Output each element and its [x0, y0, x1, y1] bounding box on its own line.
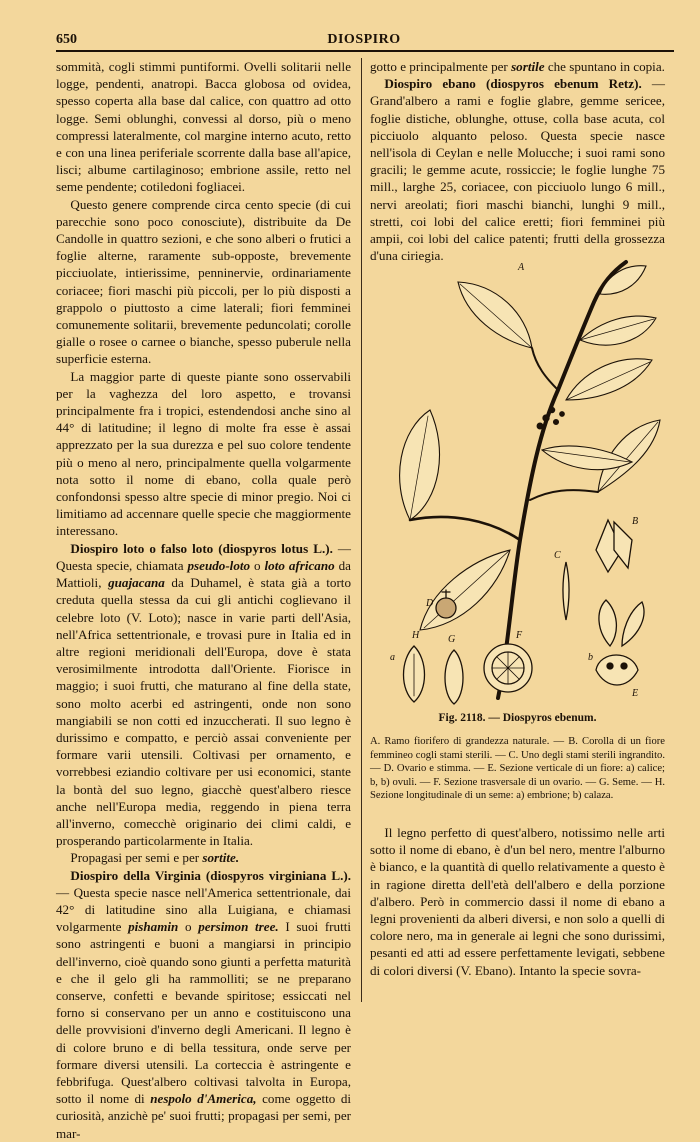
paragraph — [370, 58, 665, 75]
column-divider — [361, 58, 362, 1002]
detail-seed — [445, 650, 463, 704]
detail-ovary-section — [484, 644, 532, 692]
entry-heading: Diospiro ebano (diospyros ebenum Retz). — [384, 76, 642, 92]
right-column-top — [370, 58, 665, 264]
figure-label: B — [632, 516, 639, 527]
italic-term: guajacana — [108, 575, 165, 591]
right-column-bottom — [370, 824, 665, 979]
detail-flower-section — [596, 600, 644, 685]
text-run: da Mattioli, — [56, 557, 351, 591]
text-run: Propagasi per semi e per — [70, 850, 203, 866]
figure-label: a — [390, 652, 395, 663]
text-run: o — [250, 557, 265, 573]
figure-label: b — [588, 652, 593, 663]
paragraph: Il legno perfetto di quest'albero, notissimo nelle arti sotto il nome di ebano, è d'un bel nero, mentre l'alburno è bianco, e la quantità di quello relativamente a questo è in ragione diretta dell'età dell'albero e della porzione d'albero. Però in commercio dassi il nome di ebano a legni provenienti da alberi diversi, e non solo a quelli di colore nero, ma in generale ai legni che sono durissimi, pesanti ed atti ad essere perfettamente levigati, sebbene di colori diversi (V. Ebano). Intanto la specie sovra- — [370, 825, 665, 978]
leaf — [566, 359, 652, 400]
text-run: come oggetto di curiosità, anzichè pe' suoi frutti; propagasi per semi, per mar- — [56, 1091, 351, 1141]
header-rule — [56, 50, 674, 52]
text-run: che spuntano in copia. — [544, 59, 665, 74]
botanical-illustration — [370, 250, 665, 710]
italic-term: persimon tree. — [198, 919, 279, 935]
paragraph: sommità, cogli stimmi puntiformi. Ovelli solitarii nelle logge, pendenti, anatropi. Bacca globosa od ovidea, spesso coperta alla base dal calice, con quattro ad otto logge. Semi oblunghi, convessi al dorso, più o meno compressi lateralmente, col margine interno acuto, retto e con una linea periferiale scorrente dalla base all'apice, lisci; albume cartilaginoso; embrione assile, retto nel seme pendente; cotiledoni fogliacei. — [56, 59, 351, 195]
text-run: — Questa specie nasce nell'America settentrionale, dai 42° di latitudine sino alla Luigiana, e chiamasi volgarmente — [56, 884, 351, 935]
paragraph: Questo genere comprende circa cento specie (di cui parecchie sono poco conosciute), distribuite da De Candolle in quattro sezioni, e che sono alberi o frutici a foglie alterne, raramente sub-opposte, brevemente picciuolate, intierissime, penninervie, ordinariamente coriacee; fiori maschi più piccoli, per lo più disposti a grappolo o piuttosto a cime laterali; fiori femminei comunemente solitarii, brevemente peduncolati; corolle gialle o rosee o carnee o bianche, spesso puberule nella superficie esterna. — [56, 196, 351, 367]
figure-caption: Fig. 2118. — Diospyros ebenum. — [438, 712, 597, 724]
entry-diospiro-virginia — [56, 867, 351, 1142]
side-branch — [410, 517, 520, 540]
flower-buds — [537, 407, 564, 428]
left-column — [56, 58, 351, 1142]
leaf — [420, 550, 510, 630]
page-number: 650 — [56, 32, 77, 47]
entry-heading: Diospiro loto o falso loto (diospyros lotus L.). — [70, 540, 333, 556]
italic-term: nespolo d'America, — [150, 1091, 257, 1107]
detail-corolla — [596, 520, 632, 572]
side-branch — [532, 348, 558, 390]
figure-label: C — [554, 550, 561, 561]
figure-label: E — [632, 688, 639, 699]
leaf — [580, 316, 656, 345]
italic-term: loto africano — [264, 557, 335, 573]
page-title: DIOSPIRO — [327, 32, 401, 47]
figure-label: D — [426, 598, 434, 609]
detail-stamen — [563, 562, 569, 620]
italic-term: sortite. — [202, 850, 240, 866]
text-run: da Duhamel, è stata già a torto creduta quella stessa da cui gli antichi coglievano il celebre loto (V. Loto); nasce in varie parti dell'Asia, nell'Africa settentrionale, e trovasi pure in Italia ed in altre regioni meridionali dell'Europa, dove è stata verosimilmente introdotta dall'Oriente. Fiorisce in maggio; i suoi frutti, che maturano al fine della state, sono molto acerbi ed astringenti, onde non sono mangiabili se non cotti ed inzuccherati. Il suo legno è durissimo e compatto, e perciò assai conveniente per formare varii utensili. Coltivasi per ornamento, e vorrebbesi eziandio coltivare per usi economici, stante la bontà del suo legno, giacchè quest'albero riesce anche nell'Europa media, reggendo in piena terra all'inverno, comecchè originario dei climi caldi, e prosperando particolarmente in Italia. — [56, 575, 351, 849]
detail-seed-section — [404, 646, 425, 702]
paragraph: La maggior parte di queste piante sono osservabili per la vaghezza del loro aspetto, e trovansi principalmente fra i tropici, estendendosi anche sino al 44° di latitudine; il legno di molte fra esse è assai apprezzato per la sua durezza e pel suo colore tendente più o meno al nero, principalmente quella volgarmente nota sotto il nome di ebano, colla quale però confondonsi spesso altre specie di minor pregio. Noi ci limitiamo ad accennare quelle specie che maggiormente interessano. — [56, 368, 351, 539]
figure-label: A — [518, 262, 525, 273]
figure-label: G — [448, 634, 456, 645]
text-run: o — [178, 919, 199, 935]
paragraph — [56, 849, 351, 866]
entry-heading: Diospiro della Virginia (diospyros virginiana L.). — [70, 867, 351, 883]
figure-legend: A. Ramo fiorifero di grandezza naturale. — B. Corolla di un fiore femmineo cogli stami sterili. — C. Uno degli stami sterili ingrandito. — D. Ovario e stimma. — E. Sezione verticale di un fiore: a) calice; b, b) ovuli. — F. Sezione trasversale di un ovario. — G. Seme. — H. Sezione longitudinale di un seme: a) embrione; b) calaza. — [370, 736, 665, 802]
text-run: — Questa specie, chiamata — [56, 540, 351, 573]
entry-diospiro-ebano — [370, 75, 665, 264]
figure-label: F — [516, 630, 523, 641]
figure-label: H — [412, 630, 420, 641]
leaf — [458, 282, 532, 348]
italic-term: sortile — [511, 59, 545, 74]
running-header — [56, 32, 672, 50]
leaf — [400, 410, 440, 520]
entry-diospiro-loto — [56, 540, 351, 850]
text-run: — Grand'albero a rami e foglie glabre, gemme sericee, foglie distiche, oblunghe, ottuse, colla base acuta, col picciuolo alquanto peloso. Questa specie nasce nell'isola di Ceylan e nelle Molucche; i suoi rami sono gracili; le gemme acute, rossiccie; le foglie lunghe 75 mill., larghe 25, coriacee, con picciuolo lungo 6 mill., nervi areolati; fiori maschi bianchi, lunghi 9 mill., stretti, coi lobi del calice eretti; fiori femminei più ampii, coi lobi del calice patenti; frutti della grossezza d'una ciriegia. — [370, 76, 665, 264]
text-run: I suoi frutti sono astringenti e buoni a mangiarsi in principio dell'inverno, cioè quando sono giunti a perfetta maturità e che il gelo gli ha rammolliti; se ne preparano conserve, confetti e bevande spiritose; essiccati nel forno si conservano per un anno e costituiscono una delle provvisioni d'inverno degli Americani. Il legno è di colore bruno e di bella tessitura, onde serve per formare diversi utensili. La corteccia è astringente e febbrifuga. Quest'albero coltivasi talvolta in Europa, sotto il nome di — [56, 919, 351, 1107]
text-run: gotto e principalmente per — [370, 59, 512, 74]
side-branch — [530, 490, 598, 500]
italic-term: pseudo-loto — [187, 557, 251, 573]
italic-term: pishamin — [128, 919, 179, 935]
